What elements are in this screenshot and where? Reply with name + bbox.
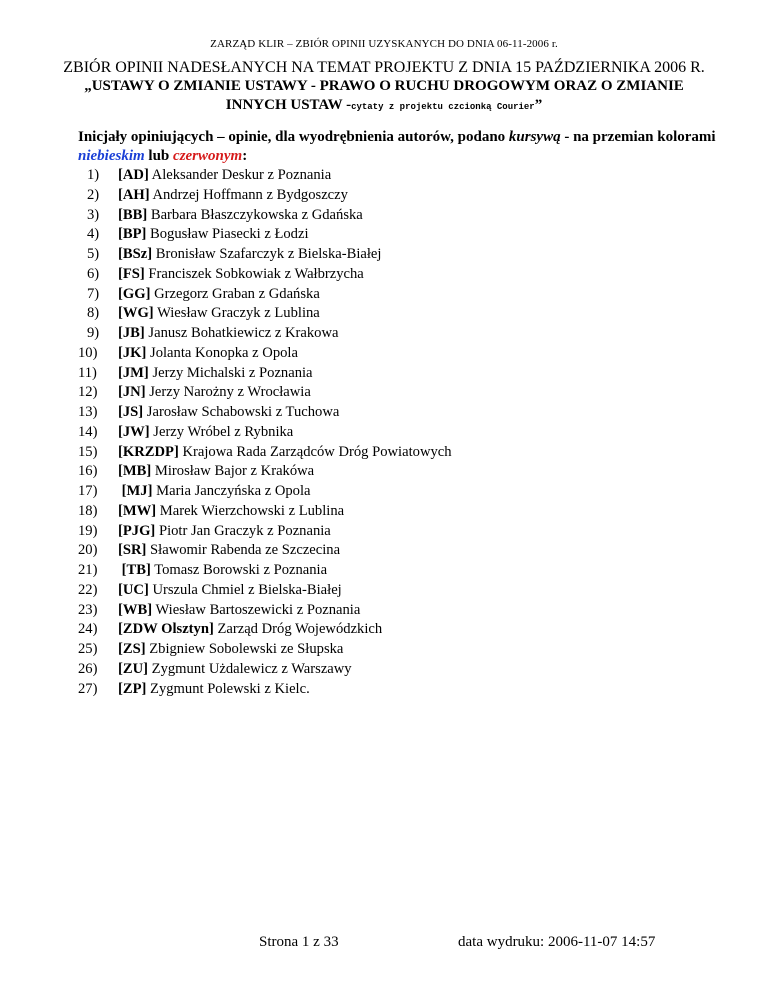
author-name: Piotr Jan Graczyk z Poznania: [158, 522, 331, 539]
author-number: 13): [78, 404, 98, 420]
author-code: [SR]: [118, 542, 147, 559]
author-list-item: [78, 344, 452, 364]
author-code: [BB]: [118, 206, 148, 223]
page-number: Strona 1 z 33: [259, 934, 339, 950]
author-name: Aleksander Deskur z Poznania: [151, 167, 332, 183]
title-line-3-main: INNYCH USTAW -: [225, 97, 352, 113]
author-code: [FS]: [118, 265, 145, 282]
author-name: Jerzy Michalski z Poznania: [152, 364, 313, 381]
author-list-item: [78, 423, 452, 443]
author-code: [TB]: [118, 562, 151, 578]
author-list-item: [78, 581, 452, 601]
author-number: 16): [78, 463, 98, 480]
author-code: [JB]: [118, 325, 145, 341]
author-name: Marek Wierzchowski z Lublina: [159, 502, 345, 519]
author-name: Sławomir Rabenda ze Szczecina: [150, 542, 341, 559]
author-number: 23): [78, 601, 98, 618]
author-number: 17): [78, 483, 98, 499]
author-number: 8): [87, 305, 100, 322]
author-name: Zarząd Dróg Wojewódzkich: [217, 621, 383, 638]
title-line-3: [40, 96, 728, 117]
author-number: 6): [87, 265, 100, 282]
intro-blue-label: niebieskim: [78, 148, 145, 164]
author-list-item: [78, 186, 452, 206]
author-code: [PJG]: [118, 522, 156, 539]
author-list-item: [78, 383, 452, 403]
author-code: [JM]: [118, 364, 149, 381]
author-code: [BP]: [118, 226, 147, 243]
author-code: [JW]: [118, 423, 150, 440]
author-list-item: [78, 561, 452, 581]
title-line-1: ZBIÓR OPINII NADESŁANYCH NA TEMAT PROJEKTU Z DNIA 15 PAŹDZIERNIKA 2006 R.: [63, 59, 705, 76]
author-list-item: [78, 660, 452, 680]
author-list-item: [78, 166, 452, 186]
author-code: [WB]: [118, 601, 153, 618]
intro-kursywa: kursywą: [508, 129, 561, 145]
author-number: 12): [78, 384, 98, 401]
author-number: 21): [78, 562, 98, 578]
intro-text-1: Inicjały opiniujących – opinie, dla wyodrębnienia autorów, podano: [78, 129, 509, 145]
author-list-item: [78, 364, 452, 384]
author-name: Urszula Chmiel z Bielska-Białej: [152, 581, 342, 598]
author-code: [MB]: [118, 463, 152, 480]
author-name: Wiesław Bartoszewicki z Poznania: [155, 601, 361, 618]
author-name: Bronisław Szafarczyk z Bielska-Białej: [155, 246, 382, 262]
title-courier-note: cytaty z projektu czcionką Courier: [351, 102, 535, 112]
author-name: Andrzej Hoffmann z Bydgoszczy: [152, 186, 348, 203]
intro-colon: :: [242, 148, 248, 164]
author-code: [JS]: [118, 404, 144, 420]
author-number: 2): [87, 186, 100, 203]
author-number: 22): [78, 581, 98, 598]
author-list-item: [78, 206, 452, 226]
author-list-item: [78, 403, 452, 423]
intro-lub: lub: [144, 148, 174, 164]
author-name: Jerzy Narożny z Wrocławia: [149, 384, 311, 401]
author-name: Zbigniew Sobolewski ze Słupska: [149, 641, 344, 657]
author-list-item: [78, 601, 452, 621]
author-code: [JK]: [118, 344, 147, 361]
author-name: Krajowa Rada Zarządców Dróg Powiatowych: [182, 443, 452, 460]
author-number: 14): [78, 423, 98, 440]
author-number: 1): [87, 167, 100, 183]
author-list-item: [78, 620, 452, 640]
author-list-item: [78, 541, 452, 561]
author-list-item: [78, 443, 452, 463]
author-code: [MW]: [118, 502, 157, 519]
author-list-item: [78, 502, 452, 522]
author-code: [GG]: [118, 285, 151, 302]
author-code: [WG]: [118, 305, 154, 322]
author-number: 24): [78, 621, 98, 638]
author-number: 7): [87, 285, 100, 302]
author-number: 11): [78, 364, 97, 381]
author-code: [ZU]: [118, 660, 148, 677]
authors-list: [78, 166, 452, 699]
author-code: [MJ]: [118, 483, 153, 499]
author-number: 25): [78, 641, 98, 657]
author-code: [AD]: [118, 167, 149, 183]
author-name: Jerzy Wróbel z Rybnika: [153, 423, 294, 440]
author-list-item: [78, 324, 452, 344]
intro-text-2: - na przemian kolorami: [560, 129, 716, 145]
author-list-item: [78, 680, 452, 700]
author-name: Wiesław Graczyk z Lublina: [157, 305, 320, 322]
author-list-item: [78, 225, 452, 245]
print-date: data wydruku: 2006-11-07 14:57: [458, 934, 656, 950]
author-name: Jarosław Schabowski z Tuchowa: [146, 404, 340, 420]
author-name: Grzegorz Graban z Gdańska: [154, 285, 320, 302]
author-number: 9): [87, 325, 100, 341]
author-code: [JN]: [118, 384, 146, 401]
document-title: [40, 58, 728, 117]
author-name: Zygmunt Polewski z Kielc.: [150, 680, 310, 697]
author-list-item: [78, 522, 452, 542]
title-line-2: „USTAWY O ZMIANIE USTAWY - PRAWO O RUCHU DROGOWYM ORAZ O ZMIANIE: [84, 78, 684, 94]
author-code: [KRZDP]: [118, 443, 179, 460]
author-list-item: [78, 304, 452, 324]
author-code: [AH]: [118, 186, 150, 203]
author-name: Janusz Bohatkiewicz z Krakowa: [148, 325, 339, 341]
running-header: ZARZĄD KLIR – ZBIÓR OPINII UZYSKANYCH DO DNIA 06-11-2006 r.: [210, 38, 558, 50]
author-number: 3): [87, 206, 100, 223]
author-list-item: [78, 482, 452, 502]
author-number: 15): [78, 443, 98, 460]
author-name: Maria Janczyńska z Opola: [156, 483, 311, 499]
author-code: [UC]: [118, 581, 149, 598]
author-code: [BSz]: [118, 246, 153, 262]
author-list-item: [78, 245, 452, 265]
author-name: Jolanta Konopka z Opola: [150, 344, 298, 361]
author-number: 19): [78, 522, 98, 539]
author-list-item: [78, 640, 452, 660]
author-list-item: [78, 285, 452, 305]
author-name: Franciszek Sobkowiak z Wałbrzycha: [148, 265, 364, 282]
author-list-item: [78, 462, 452, 482]
author-code: [ZP]: [118, 680, 147, 697]
author-number: 20): [78, 542, 98, 559]
author-number: 4): [87, 226, 100, 243]
author-number: 5): [87, 246, 100, 262]
author-number: 18): [78, 502, 98, 519]
author-name: Zygmunt Użdalewicz z Warszawy: [151, 660, 352, 677]
author-number: 26): [78, 660, 98, 677]
author-code: [ZS]: [118, 641, 146, 657]
author-name: Bogusław Piasecki z Łodzi: [150, 226, 309, 243]
title-closing-quote: ”: [534, 97, 543, 113]
author-name: Tomasz Borowski z Poznania: [154, 562, 328, 578]
intro-red-label: czerwonym: [173, 148, 243, 164]
author-list-item: [78, 265, 452, 285]
author-name: Barbara Błaszczykowska z Gdańska: [150, 206, 363, 223]
author-number: 10): [78, 344, 98, 361]
author-code: [ZDW Olsztyn]: [118, 621, 214, 638]
intro-paragraph: [78, 128, 718, 166]
author-name: Mirosław Bajor z Krakówa: [154, 463, 315, 480]
author-number: 27): [78, 680, 98, 697]
